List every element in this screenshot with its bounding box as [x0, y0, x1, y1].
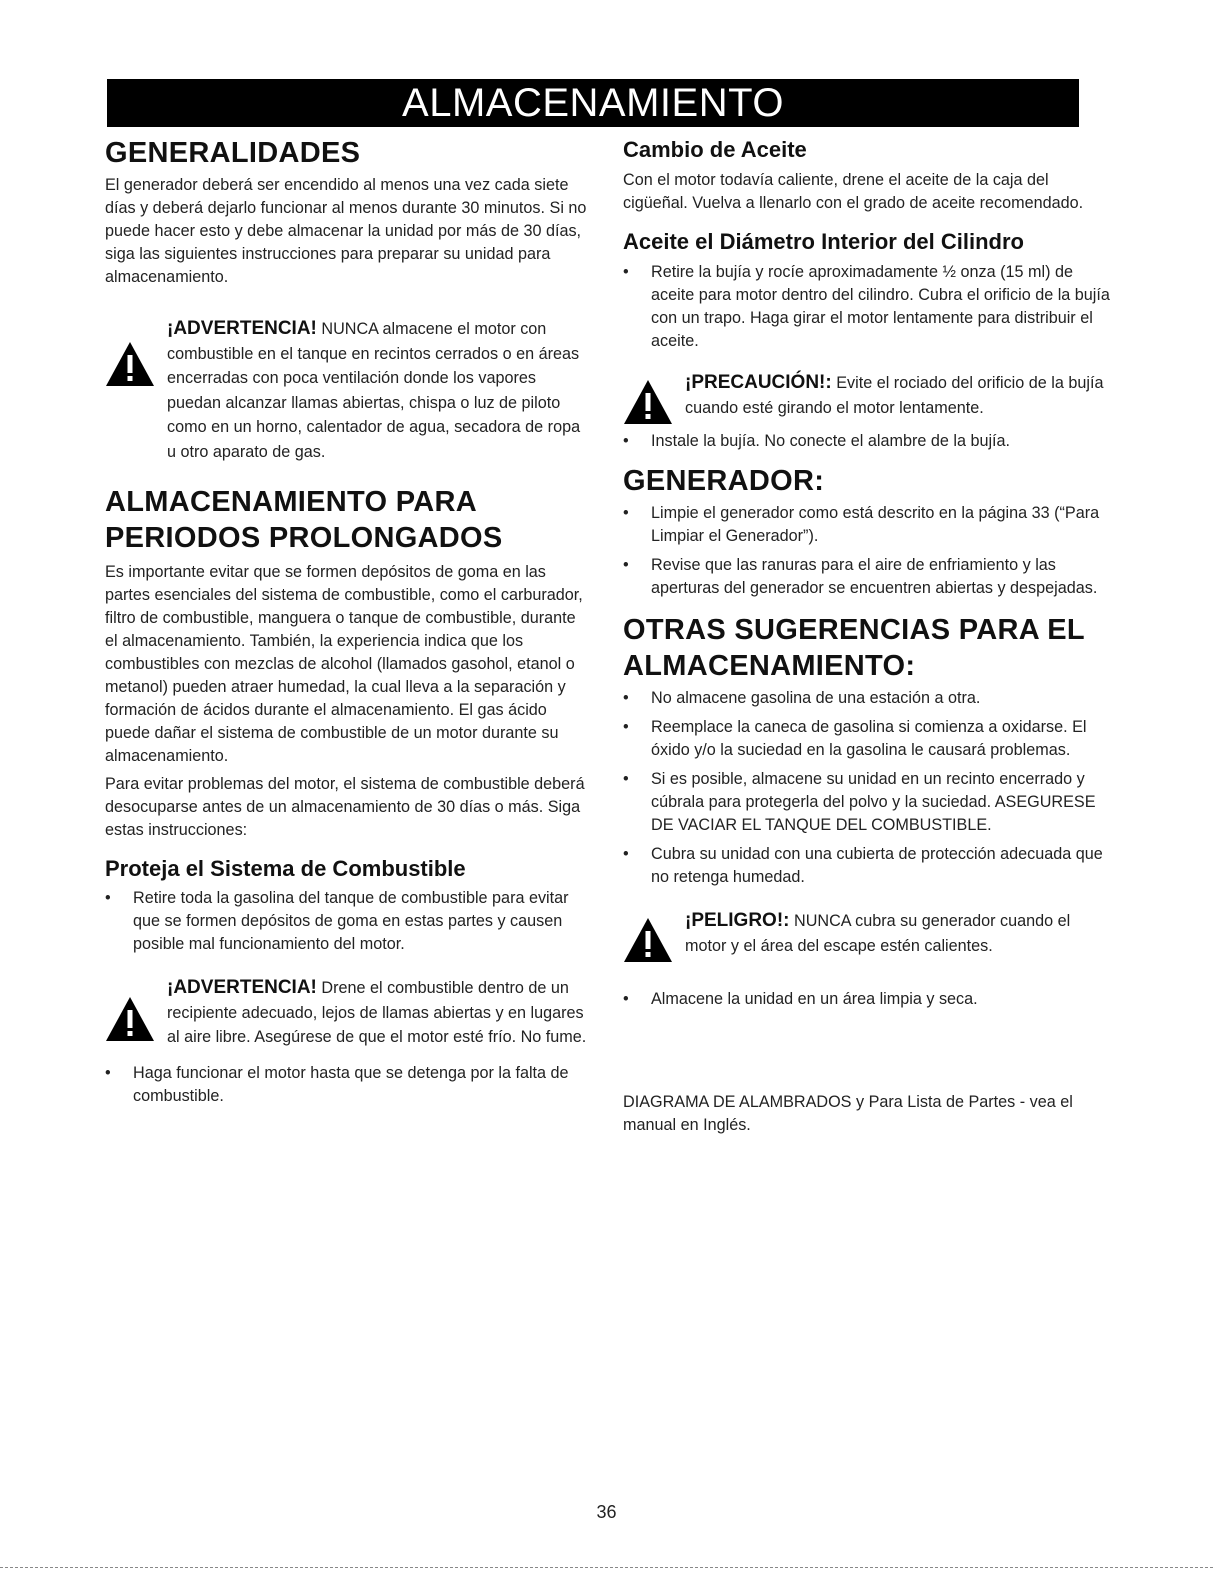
bullet-icon: • [623, 990, 629, 1008]
periodos-paragraph-1: Es importante evitar que se formen depósitos de goma en las partes esenciales del sistema de combustible, como el carburador, filtro de combustible, manguera o tanque de combustible, durante el almacenamiento. También, la experiencia indica que los combustibles con mezclas de alcohol (llamados gasohol, etanol o metanol) pueden atraer humedad, la cual lleva a la separación y formación de ácidos durante el almacenamiento. El gas ácido puede dañar el sistema de combustible de un motor durante su almacenamiento. [105, 563, 583, 765]
generador-heading: GENERADOR: [623, 465, 825, 497]
list-item-text: Si es posible, almacene su unidad en un recinto encerrado y cúbrala para protegerla del polvo y la suciedad. ASEGURESE DE VACIAR EL TANQUE DEL COMBUSTIBLE. [651, 770, 1096, 834]
warning-block-2 [105, 976, 590, 1050]
caution-label: ¡PRECAUCIÓN!: [685, 372, 832, 393]
list-item [623, 554, 1113, 600]
generador-list [623, 502, 1113, 600]
list-item [623, 843, 1113, 889]
list-item-text: No almacene gasolina de una estación a otra. [651, 689, 981, 707]
warning-text: NUNCA almacene el motor con combustible en el tanque en recintos cerrados o en áreas encerradas con poca ventilación donde los vapores puedan alcanzar llamas abiertas, chispa o luz de piloto como en un horno, calentador de agua, secadora de ropa u otro aparato de gas. [167, 320, 581, 461]
warning-triangle-icon [623, 917, 673, 963]
aceite-list-2 [623, 430, 1113, 453]
caution-block [623, 371, 1113, 420]
danger-block [623, 909, 1113, 958]
bullet-icon: • [623, 845, 629, 863]
bullet-icon: • [623, 689, 629, 707]
list-item [623, 687, 1113, 710]
bullet-icon: • [623, 432, 629, 450]
list-item-text: Haga funcionar el motor hasta que se detenga por la falta de combustible. [133, 1063, 569, 1105]
list-item-text: Limpie el generador como está descrito en la página 33 (“Para Limpiar el Generador”). [651, 504, 1100, 545]
generalidades-heading: GENERALIDADES [105, 137, 361, 169]
list-item-text: Instale la bujía. No conecte el alambre de la bujía. [651, 432, 1011, 450]
caution-text: Evite el rociado del orificio de la bujía cuando esté girando el motor lentamente. [685, 374, 1104, 417]
page-number: 36 [596, 1502, 617, 1522]
bullet-icon: • [105, 1063, 111, 1082]
bullet-icon: • [623, 770, 629, 788]
aceite-heading: Aceite el Diámetro Interior del Cilindro [623, 229, 1024, 254]
list-item-text: Reemplace la caneca de gasolina si comienza a oxidarse. El óxido y/o la suciedad en la gasolina le causará problemas. [651, 718, 1087, 759]
list-item-text: Retire la bujía y rocíe aproximadamente ½ onza (15 ml) de aceite para motor dentro del cilindro. Cubra el orificio de la bujía con un trapo. Haga girar el motor lentamente para distribuir el aceite. [651, 263, 1110, 350]
bullet-icon: • [623, 556, 629, 574]
list-item-text: Cubra su unidad con una cubierta de protección adecuada que no retenga humedad. [651, 845, 1103, 886]
list-item [105, 1062, 590, 1108]
bullet-icon: • [623, 718, 629, 736]
list-item [105, 887, 590, 956]
otras-list [623, 687, 1113, 889]
bullet-icon: • [623, 504, 629, 522]
list-item [623, 988, 1113, 1011]
warning-label: ¡ADVERTENCIA! [167, 318, 317, 339]
list-item [623, 261, 1113, 353]
bottom-divider [0, 1567, 1213, 1568]
warning-triangle-icon [105, 341, 155, 387]
list-item-text: Revise que las ranuras para el aire de enfriamiento y las aperturas del generador se encuentren abiertas y despejadas. [651, 556, 1098, 597]
danger-label: ¡PELIGRO!: [685, 910, 790, 931]
warning-triangle-icon [623, 379, 673, 425]
left-column [105, 135, 590, 1108]
warning-text: Drene el combustible dentro de un recipiente adecuado, lejos de llamas abiertas y en lugares al aire libre. Asegúrese de que el motor esté frío. No fume. [167, 979, 587, 1046]
proteja-list [105, 887, 590, 956]
right-column [623, 135, 1113, 1137]
proteja-heading: Proteja el Sistema de Combustible [105, 856, 466, 881]
bullet-icon: • [105, 889, 111, 907]
otras-heading: OTRAS SUGERENCIAS PARA EL ALMACENAMIENTO: [623, 614, 1085, 682]
aceite-list [623, 261, 1113, 353]
warning-triangle-icon [105, 996, 155, 1042]
list-item-text: Retire toda la gasolina del tanque de combustible para evitar que se formen depósitos de goma en estas partes y causen posible mal funcionamiento del motor. [133, 889, 569, 953]
diagram-note: DIAGRAMA DE ALAMBRADOS y Para Lista de Partes - vea el manual en Inglés. [623, 1093, 1073, 1134]
generalidades-paragraph: El generador deberá ser encendido al menos una vez cada siete días y deberá dejarlo funcionar al menos durante 30 minutos. Si no puede hacer esto y debe almacenar la unidad por más de 30 días, siga las siguientes instrucciones para preparar su unidad para almacenamiento. [105, 176, 587, 286]
otras-list-2 [623, 988, 1113, 1011]
list-item [623, 502, 1113, 548]
list-item [623, 430, 1113, 453]
warning-label: ¡ADVERTENCIA! [167, 977, 317, 998]
cambio-paragraph: Con el motor todavía caliente, drene el aceite de la caja del cigüeñal. Vuelva a llenarlo con el grado de aceite recomendado. [623, 171, 1084, 212]
cambio-heading: Cambio de Aceite [623, 137, 807, 162]
periodos-heading: ALMACENAMIENTO PARA PERIODOS PROLONGADOS [105, 486, 503, 554]
list-item [623, 768, 1113, 837]
proteja-list-2 [105, 1062, 590, 1108]
bullet-icon: • [623, 263, 629, 281]
list-item [623, 716, 1113, 762]
danger-text: NUNCA cubra su generador cuando el motor y el área del escape estén calientes. [685, 912, 1071, 955]
list-item-text: Almacene la unidad en un área limpia y seca. [651, 990, 978, 1008]
page-banner: ALMACENAMIENTO [107, 79, 1079, 127]
periodos-paragraph-2: Para evitar problemas del motor, el sistema de combustible deberá desocuparse antes de un almacenamiento de 30 días o más. Siga estas instrucciones: [105, 775, 585, 839]
warning-block-1 [105, 317, 590, 464]
